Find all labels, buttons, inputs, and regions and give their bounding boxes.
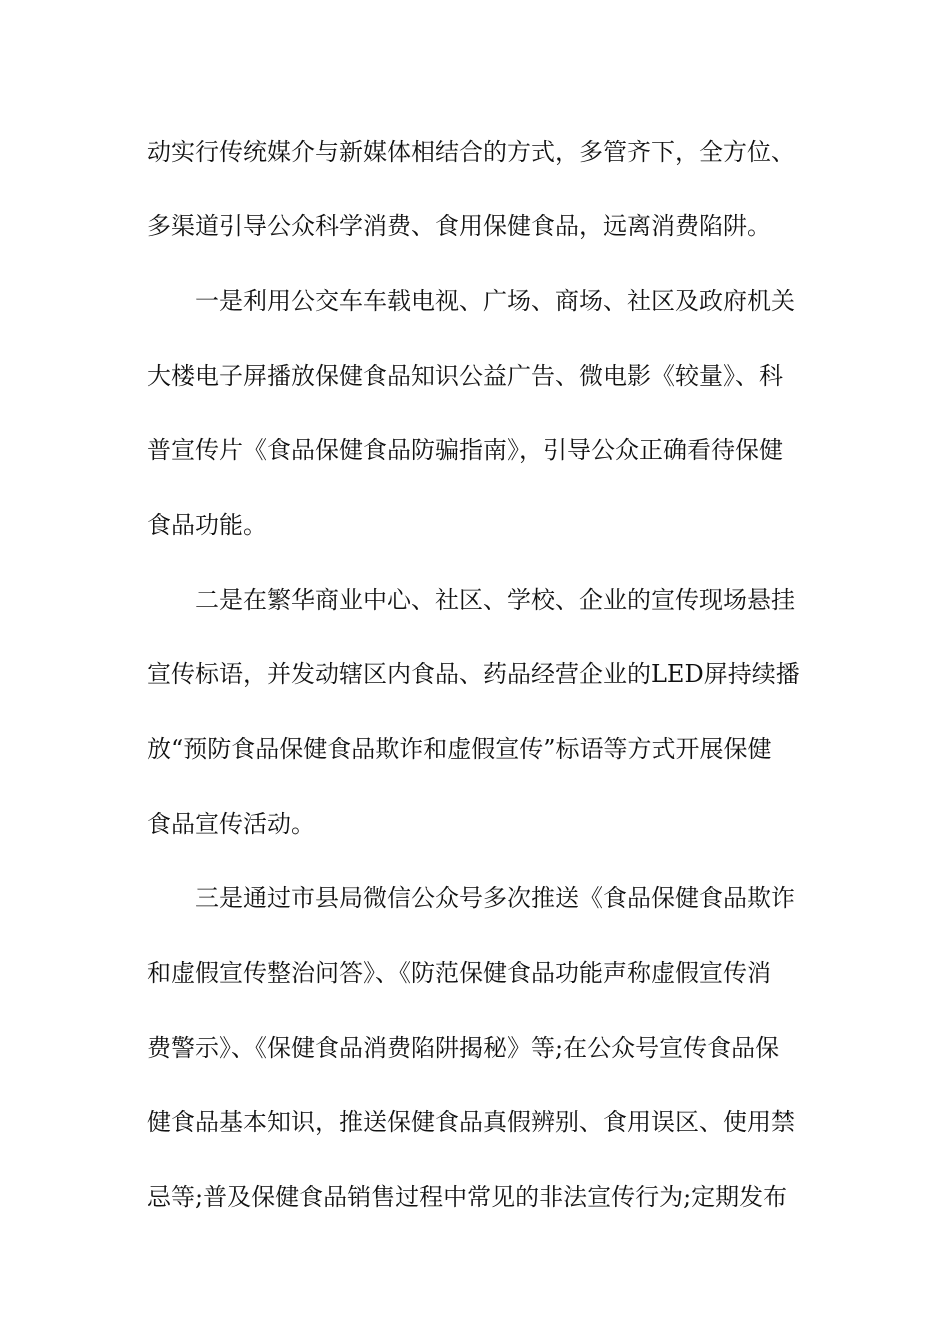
paragraph-2-start: 二是在繁华商业中心、社区、学校、企业的宣传现场悬挂 bbox=[195, 586, 795, 614]
text-line: 多渠道引导公众科学消费、食用保健食品，远离消费陷阱。 bbox=[147, 212, 771, 240]
paragraph-1-start: 一是利用公交车车载电视、广场、商场、社区及政府机关 bbox=[195, 287, 795, 315]
text-line: 健食品基本知识，推送保健食品真假辨别、食用误区、使用禁 bbox=[147, 1108, 795, 1136]
text-line: 和虚假宣传整治问答》、《防范保健食品功能声称虚假宣传消 bbox=[147, 959, 771, 987]
text-line: 宣传标语，并发动辖区内食品、药品经营企业的LED屏持续播 bbox=[147, 660, 800, 688]
text-line: 放“预防食品保健食品欺诈和虚假宣传”标语等方式开展保健 bbox=[147, 735, 772, 763]
text-line: 食品宣传活动。 bbox=[147, 810, 315, 838]
text-line: 动实行传统媒介与新媒体相结合的方式，多管齐下，全方位、 bbox=[147, 138, 795, 166]
text-line: 忌等;普及保健食品销售过程中常见的非法宣传行为;定期发布 bbox=[147, 1183, 788, 1211]
paragraph-3-start: 三是通过市县局微信公众号多次推送《食品保健食品欺诈 bbox=[195, 884, 795, 912]
text-line: 大楼电子屏播放保健食品知识公益广告、微电影《较量》、科 bbox=[147, 362, 783, 390]
text-line: 普宣传片《食品保健食品防骗指南》，引导公众正确看待保健 bbox=[147, 436, 783, 464]
text-line: 费警示》、《保健食品消费陷阱揭秘》等;在公众号宣传食品保 bbox=[147, 1034, 780, 1062]
text-line: 食品功能。 bbox=[147, 511, 267, 539]
